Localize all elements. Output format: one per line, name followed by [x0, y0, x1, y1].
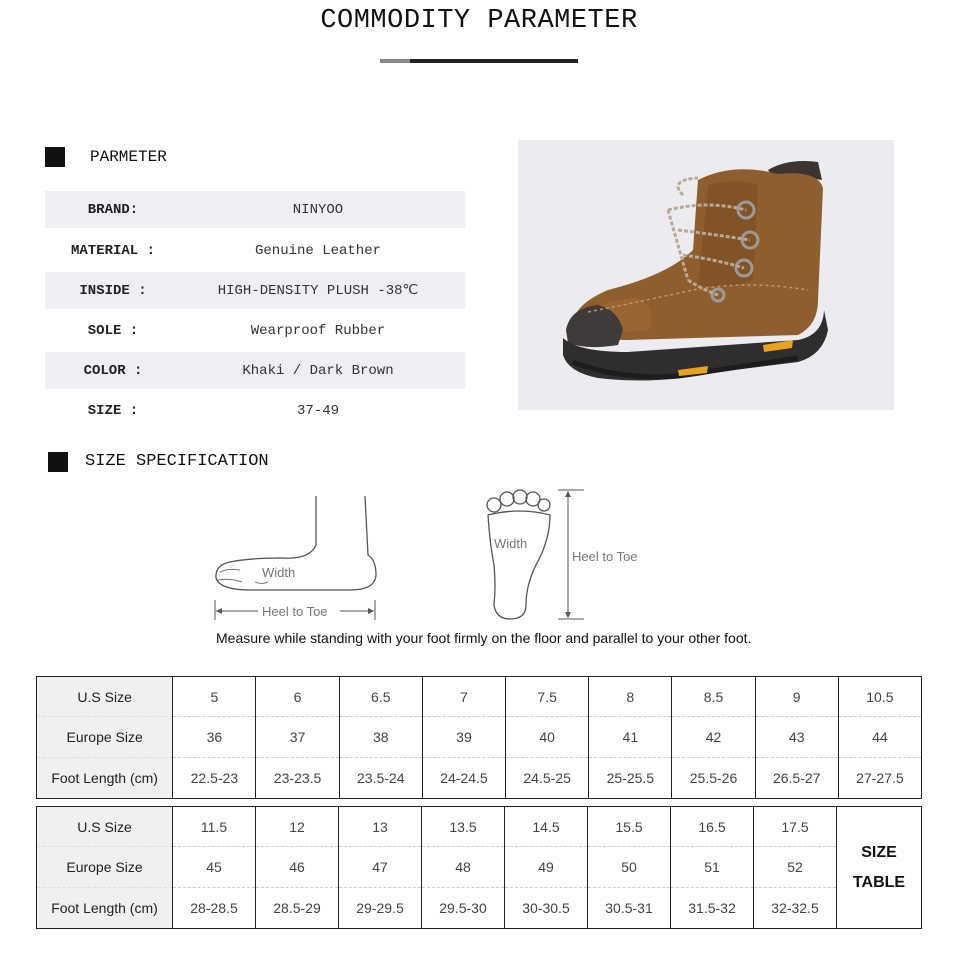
size-cell: 23.5-24: [339, 758, 422, 799]
param-value: NINYOO: [292, 201, 344, 218]
row-header: Europe Size: [37, 717, 173, 758]
size-cell: 24-24.5: [422, 758, 505, 799]
page-title: COMMODITY PARAMETER: [320, 6, 638, 36]
size-cell: 39: [422, 717, 505, 758]
row-header: Europe Size: [37, 847, 173, 888]
size-cell: 49: [505, 847, 588, 888]
size-cell: 6.5: [339, 677, 422, 717]
size-cell: 7.5: [506, 677, 589, 717]
param-label: MATERIAL :: [70, 242, 155, 259]
size-table-label-line2: TABLE: [852, 873, 906, 891]
param-label: COLOR :: [83, 362, 143, 379]
param-row-inside: [45, 272, 465, 309]
size-table-1: [36, 676, 922, 799]
row-header: Foot Length (cm): [37, 758, 173, 799]
title-underline: [380, 59, 578, 63]
param-row-brand: [45, 191, 465, 228]
size-cell: 28.5-29: [256, 888, 339, 929]
param-row-size: [45, 392, 465, 429]
size-row-foot-length: [37, 758, 922, 799]
param-value: Khaki / Dark Brown: [242, 362, 394, 379]
parameter-heading: PARMETER: [90, 148, 167, 166]
size-cell: 23-23.5: [256, 758, 339, 799]
size-cell: 5: [173, 677, 256, 717]
size-cell: 14.5: [505, 807, 588, 847]
size-cell: 8.5: [672, 677, 755, 717]
param-value: HIGH-DENSITY PLUSH -38℃: [217, 283, 419, 299]
size-cell: 43: [755, 717, 838, 758]
size-cell: 7: [422, 677, 505, 717]
size-cell: 27-27.5: [856, 770, 904, 786]
side-length-label: Heel to Toe: [262, 604, 328, 619]
size-cell: 29-29.5: [339, 888, 422, 929]
side-width-label: Width: [262, 565, 296, 580]
size-cell: 41: [589, 717, 672, 758]
param-value: Wearproof Rubber: [250, 322, 386, 339]
section-square-icon: [48, 452, 68, 472]
row-header: U.S Size: [37, 807, 173, 847]
sole-length-label: Heel to Toe: [572, 549, 638, 564]
param-value: 37-49: [296, 402, 339, 419]
size-cell: 46: [256, 847, 339, 888]
size-cell: 9: [755, 677, 838, 717]
size-cell: 31.5-32: [671, 888, 754, 929]
size-cell: 32-32.5: [754, 888, 837, 929]
size-cell: 15.5: [588, 807, 671, 847]
size-cell: 12: [256, 807, 339, 847]
size-table-label: [837, 807, 922, 929]
param-row-material: [45, 232, 465, 269]
boot-product-image: [518, 140, 894, 410]
measure-instruction: Measure while standing with your foot firmly on the floor and parallel to your other foot.: [216, 630, 752, 646]
param-row-sole: [45, 312, 465, 349]
size-spec-heading: SIZE SPECIFICATION: [85, 452, 269, 471]
size-cell: 8: [589, 677, 672, 717]
size-cell: 25.5-26: [672, 758, 755, 799]
size-cell: 50: [588, 847, 671, 888]
boot-illustration: [518, 140, 894, 410]
size-cell: 36: [173, 717, 256, 758]
size-table-label-line1: SIZE: [861, 843, 897, 861]
size-cell: 24.5-25: [506, 758, 589, 799]
size-cell: 37: [256, 717, 339, 758]
size-cell: 10.5: [838, 677, 921, 717]
size-row-eu-size: [37, 717, 922, 758]
size-cell: 13: [339, 807, 422, 847]
param-row-color: [45, 352, 465, 389]
param-label: INSIDE :: [79, 282, 147, 299]
size-table-2: [36, 806, 922, 929]
size-row-us-size: [37, 807, 922, 847]
size-cell: 48: [422, 847, 505, 888]
size-cell: 22.5-23: [173, 758, 256, 799]
size-cell: 42: [672, 717, 755, 758]
section-square-icon: [45, 147, 65, 167]
param-label: BRAND:: [87, 201, 139, 218]
size-cell: 17.5: [754, 807, 837, 847]
param-label: SIZE :: [87, 402, 139, 419]
size-cell: 38: [339, 717, 422, 758]
size-row-eu-size: [37, 847, 922, 888]
size-cell: 30-30.5: [505, 888, 588, 929]
row-header: U.S Size: [37, 677, 173, 717]
size-cell: 28-28.5: [173, 888, 256, 929]
size-cell: 6: [256, 677, 339, 717]
size-cell: 52: [754, 847, 837, 888]
size-cell: 44: [838, 717, 921, 758]
size-cell: 51: [671, 847, 754, 888]
param-label: SOLE :: [87, 322, 139, 339]
size-row-foot-length: [37, 888, 922, 929]
param-value: Genuine Leather: [254, 242, 382, 259]
size-cell: 16.5: [671, 807, 754, 847]
size-cell: 29.5-30: [422, 888, 505, 929]
size-cell: 30.5-31: [588, 888, 671, 929]
size-cell: 45: [173, 847, 256, 888]
size-cell: 11.5: [173, 807, 256, 847]
size-cell: 47: [339, 847, 422, 888]
size-row-us-size: [37, 677, 922, 717]
size-cell: 25-25.5: [589, 758, 672, 799]
sole-width-label: Width: [494, 536, 528, 551]
size-cell: 26.5-27: [755, 758, 838, 799]
size-cell: 13.5: [422, 807, 505, 847]
size-cell: 40: [506, 717, 589, 758]
row-header: Foot Length (cm): [37, 888, 173, 929]
